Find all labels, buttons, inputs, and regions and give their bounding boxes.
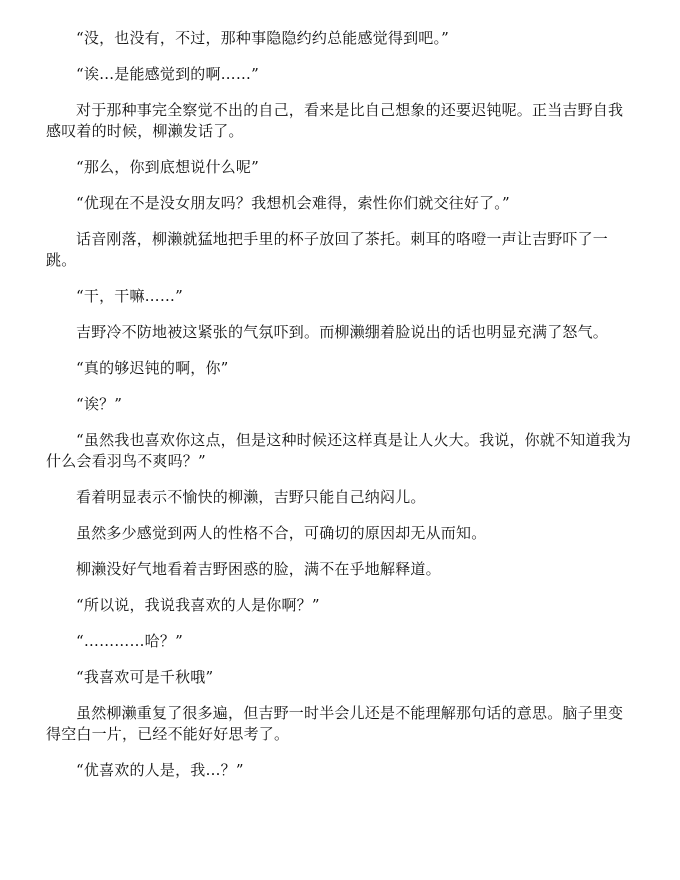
paragraph-14: 柳濑没好气地看着吉野困惑的脸，满不在乎地解释道。 — [76, 560, 441, 578]
paragraph-16: “…………哈？” — [76, 632, 183, 650]
paragraph-6: 话音刚落，柳濑就猛地把手里的杯子放回了茶托。刺耳的咯噔一声让吉野吓了一跳。 — [46, 230, 609, 269]
paragraph-13: 虽然多少感觉到两人的性格不合，可确切的原因却无从而知。 — [76, 524, 487, 542]
paragraph-11: “虽然我也喜欢你这点，但是这种时候还这样真是让人火大。我说，你就不知道我为什么会看羽鸟不爽吗？” — [46, 431, 632, 470]
paragraph-17: “我喜欢可是千秋哦” — [76, 668, 214, 686]
paragraph-8: 吉野冷不防地被这紧张的气氛吓到。而柳濑绷着脸说出的话也明显充满了怒气。 — [76, 323, 609, 341]
paragraph-15: “所以说，我说我喜欢的人是你啊？” — [76, 596, 320, 614]
paragraph-12: 看着明显表示不愉快的柳濑，吉野只能自己纳闷儿。 — [76, 488, 426, 506]
paragraph-9: “真的够迟钝的啊，你” — [76, 359, 229, 377]
paragraph-19: “优喜欢的人是，我…？” — [76, 761, 244, 779]
paragraph-5: “优现在不是没女朋友吗？我想机会难得，索性你们就交往好了。” — [76, 194, 510, 212]
paragraph-2: “诶…是能感觉到的啊……” — [76, 65, 259, 83]
paragraph-18: 虽然柳濑重复了很多遍，但吉野一时半会儿还是不能理解那句话的意思。脑子里变得空白一片，已经不能好好思考了。 — [46, 704, 624, 743]
paragraph-3: 对于那种事完全察觉不出的自己，看来是比自己想象的还要迟钝呢。正当吉野自我感叹着的时候，柳濑发话了。 — [46, 101, 624, 140]
paragraph-4: “那么，你到底想说什么呢” — [76, 158, 259, 176]
paragraph-1: “没，也没有，不过，那种事隐隐约约总能感觉得到吧。” — [76, 29, 450, 47]
paragraph-7: “干，干嘛……” — [76, 287, 183, 305]
paragraph-10: “诶？” — [76, 395, 123, 413]
